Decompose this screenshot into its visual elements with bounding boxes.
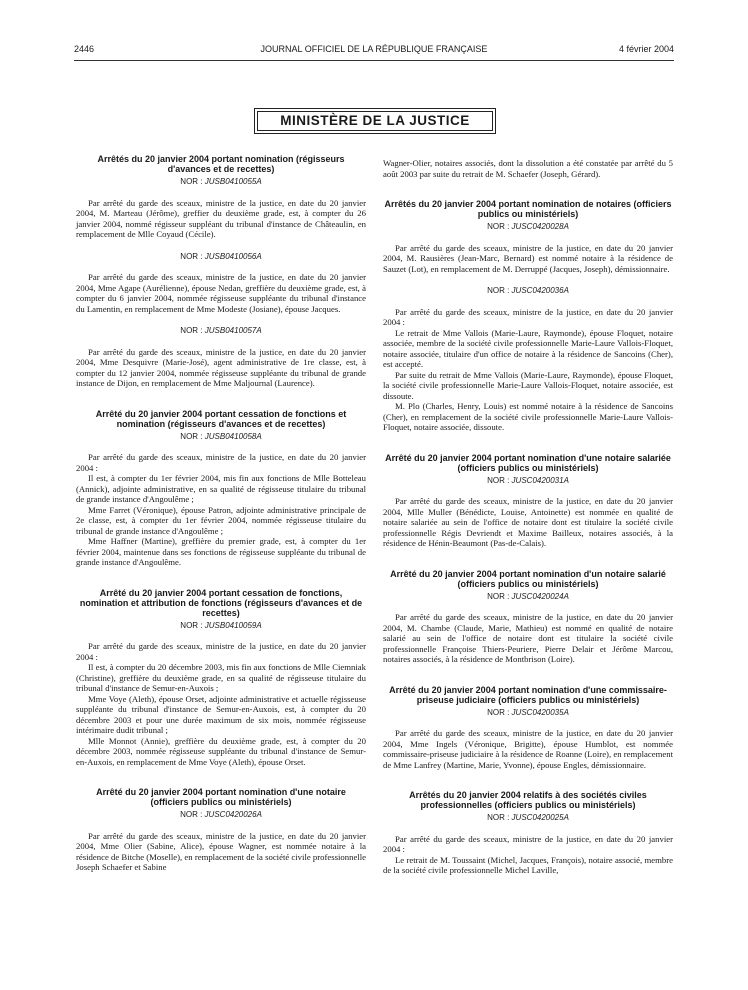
nor-label: NOR : [180,326,203,335]
paragraph: Mme Haffner (Martine), greffière du premier grade, est, à compter du 1er février 2004, maintenue dans ses fonctions de régisseuse suppléante du tribunal de grande instance d'Angoulême. [76,536,366,567]
paragraph: Il est, à compter du 20 décembre 2003, mis fin aux fonctions de Mlle Ciemniak (Christine), greffière du deuxième grade, en sa qualité de régisseuse titulaire du tribunal d'instance de Semur-en-Auxois ; [76,662,366,693]
nor-line [76,621,366,632]
nor-code: JUSB0410056A [204,251,262,261]
section-notaire-salariee [383,453,673,549]
ministry-title: MINISTÈRE DE LA JUSTICE [254,108,496,134]
nor-code: JUSC0420031A [511,475,569,485]
right-column [383,158,673,876]
paragraph: Par suite du retrait de Mme Vallois (Marie-Laure, Raymonde), épouse Floquet, la société civile professionnelle Marie-Laure Vallois-Floquet, notaire associée, est dissoute. [383,369,673,401]
paragraph: Mlle Monnot (Annie), greffière du deuxième grade, est, à compter du 20 décembre 2003, nommée régisseuse suppléante du tribunal d'instance de Semur-en-Auxois, en remplacement de Mme Voye (Aleth), épouse Orset. [76,735,366,767]
paragraph: Par arrêté du garde des sceaux, ministre de la justice, en date du 20 janvier 2004, M. Rausières (Jean-Marc, Bernard) est nommé notaire à la résidence de Sauzet (Lot), en remplacement de M. Derruppé (Jacques, Joseph), démissionnaire. [383,242,673,274]
paragraph: Par arrêté du garde des sceaux, ministre de la justice, en date du 20 janvier 2004, Mme Desquivre (Marie-José), agent administrative de 1re classe, est, à compter du 12 janvier 2004, nommée régisseuse suppléante du tribunal de grande instance de Dijon, en remplacement de Mme Maljournal (Laurence). [76,346,366,388]
nor-line [76,177,366,188]
paragraph: Par arrêté du garde des sceaux, ministre de la justice, en date du 20 janvier 2004 : [76,452,366,473]
section-nomination-notaire [76,787,366,873]
nor-code: JUSB0410057A [204,326,262,335]
paragraph: Par arrêté du garde des sceaux, ministre de la justice, en date du 20 janvier 2004, Mme Agape (Aurélienne), épouse Nedan, greffière du deuxième grade, est, à compter du 6 janvier 2004, nommée régisseuse suppléante du tribunal d'instance du Lamentin, en remplacement de Mme Modeste (Josiane), épouse Jacques. [76,272,366,314]
paragraph: Par arrêté du garde des sceaux, ministre de la justice, en date du 20 janvier 2004, M. Marteau (Jérôme), greffier du deuxième grade, est, à compter du 26 janvier 2004, nommé régisseur suppléant du tribunal d'instance de Châteaulin, en remplacement de Mlle Coyaud (Cécile). [76,197,366,239]
section-title: Arrêté du 20 janvier 2004 portant cessation de fonctions et nomination (régisseurs d'avances et de recettes) [95,408,347,429]
paragraph: Par arrêté du garde des sceaux, ministre de la justice, en date du 20 janvier 2004 : [76,641,366,662]
issue-date: 4 février 2004 [618,44,674,54]
paragraph: Par arrêté du garde des sceaux, ministre de la justice, en date du 20 janvier 2004, M. Chambe (Claude, Marie, Mathieu) est nommé en qualité de notaire salarié au sein de l'office de notaire dont est titulaire la société civile professionnelle Françoise Thiers-Peuriere, Pierre Delair et Jérôme Marcou, notaires associés, à la résidence de Montbrison (Loire). [383,612,673,664]
nor-line [383,813,673,824]
section-commissaire-priseuse [383,685,673,771]
nor-code: JUSB0410059A [204,620,262,630]
nor-code: JUSC0420024A [511,591,569,601]
nor-label: NOR : [487,286,510,295]
left-column [76,154,366,873]
nor-line [383,592,673,603]
nor-code: JUSC0420035A [511,707,569,717]
nor-line [76,810,366,821]
nor-line [383,708,673,719]
nor-line [76,326,366,337]
paragraph: Mme Voye (Aleth), épouse Orset, adjointe administrative et actuelle régisseuse suppléante du tribunal d'instance de Semur-en-Auxois, est, à compter du 20 décembre 2003 et pour une durée maximum de six mois, nommée régisseuse intérimaire dudit tribunal ; [76,693,366,735]
paragraph: M. Plo (Charles, Henry, Louis) est nommé notaire à la résidence de Sancoins (Cher), en remplacement de la société civile professionnelle Marie-Laure Vallois-Floquet, notaire associée, dissoute. [383,401,673,432]
nor-code: JUSC0420026A [204,810,262,819]
nor-code: JUSC0420025A [511,813,569,822]
nor-label: NOR : [180,810,203,819]
continued-paragraph: Wagner-Olier, notaires associés, dont la dissolution a été constatée par arrêté du 5 août 2003 par suite du retrait de M. Schaefer (Joseph, Gérard). [383,158,673,179]
nor-label: NOR : [487,475,510,485]
paragraph: Par arrêté du garde des sceaux, ministre de la justice, en date du 20 janvier 2004, Mlle Muller (Bénédicte, Louise, Antoinette) est nommée en qualité de notaire salariée au sein de l'office de notaire dont est titulaire la société civile professionnelle Régis Devriendt et Maxime Bailleux, notaires associés, à la résidence de Hénin-Beaumont (Pas-de-Calais). [383,496,673,548]
nor-code: JUSB0410055A [204,177,262,186]
nor-code: JUSC0420028A [511,222,569,231]
paragraph: Il est, à compter du 1er février 2004, mis fin aux fonctions de Mlle Botteleau (Annick), adjointe administrative, en sa qualité de régisseuse titulaire du tribunal de grande instance d'Angoulême ; [76,473,366,504]
paragraph: Par arrêté du garde des sceaux, ministre de la justice, en date du 20 janvier 2004, Mme Olier (Sabine, Alice), épouse Wagner, est nommée notaire à la résidence de Bitche (Moselle), en remplacement de la société civile professionnelle Joseph Schaefer et Sabine [76,830,366,872]
paragraph: Le retrait de Mme Vallois (Marie-Laure, Raymonde), épouse Floquet, notaire associée, membre de la société civile professionnelle Marie-Laure Vallois-Floquet, notaire associée, titulaire d'un office de notaire à la résidence de Sancoins (Cher), est accepté. [383,327,673,369]
section-notaire-salarie [383,569,673,665]
section-nomination-notaires [383,199,673,433]
header-rule [74,60,674,61]
section-cessation-attribution [76,588,366,768]
section-title: Arrêté du 20 janvier 2004 portant cessation de fonctions, nomination et attribution de fonctions (régisseurs d'avances et de recettes) [79,587,363,618]
nor-label: NOR : [180,431,203,441]
paragraph: Mme Farret (Véronique), épouse Patron, adjointe administrative principale de 2e classe, est, à compter du 1er février 2004, nommée régisseuse titulaire du tribunal de grande instance d'Angoulême ; [76,504,366,536]
section-title: Arrêté du 20 janvier 2004 portant nomination d'une commissaire-priseuse judiciaire (officiers publics ou ministériels) [389,684,667,705]
page-header [74,44,674,58]
nor-line [76,252,366,263]
nor-code: JUSB0410058A [204,431,262,441]
page-number: 2446 [74,44,95,54]
nor-label: NOR : [487,222,510,231]
section-title: Arrêtés du 20 janvier 2004 portant nomination (régisseurs d'avances et de recettes) [97,154,345,174]
nor-label: NOR : [180,177,203,186]
nor-label: NOR : [487,707,510,717]
journal-title: JOURNAL OFFICIEL DE LA RÉPUBLIQUE FRANÇAISE [260,44,488,54]
section-title: Arrêté du 20 janvier 2004 portant nomination d'une notaire (officiers publics ou ministériels) [96,787,346,807]
section-nomination-regisseurs [76,154,366,389]
nor-line [383,476,673,487]
section-title: Arrêté du 20 janvier 2004 portant nomination d'un notaire salarié (officiers publics ou ministériels) [390,568,666,589]
nor-label: NOR : [487,591,510,601]
nor-code: JUSC0420036A [511,286,569,295]
section-title: Arrêtés du 20 janvier 2004 relatifs à des sociétés civiles professionnelles (officiers publics ou ministériels) [409,790,647,810]
nor-line [76,432,366,443]
nor-label: NOR : [487,813,510,822]
section-title: Arrêtés du 20 janvier 2004 portant nomination de notaires (officiers publics ou ministériels) [384,199,672,219]
section-cessation-nomination [76,409,366,568]
nor-label: NOR : [180,251,203,261]
paragraph: Le retrait de M. Toussaint (Michel, Jacques, François), notaire associé, membre de la société civile professionnelle Michel Laville, [383,854,673,875]
section-title: Arrêté du 20 janvier 2004 portant nomination d'une notaire salariée (officiers publics ou ministériels) [385,452,671,473]
paragraph: Par arrêté du garde des sceaux, ministre de la justice, en date du 20 janvier 2004 : [383,306,673,327]
nor-line [383,286,673,297]
paragraph: Par arrêté du garde des sceaux, ministre de la justice, en date du 20 janvier 2004, Mme Ingels (Véronique, Brigitte), épouse Humblot, est nommée commissaire-priseuse judiciaire à la résidence de Roanne (Loire), en remplacement de Mme Lanfrey (Martine, Marie, Yvonne), épouse Engles, démissionnaire. [383,728,673,770]
paragraph: Par arrêté du garde des sceaux, ministre de la justice, en date du 20 janvier 2004 : [383,833,673,854]
nor-line [383,222,673,233]
nor-label: NOR : [180,620,203,630]
section-societes-civiles [383,790,673,876]
